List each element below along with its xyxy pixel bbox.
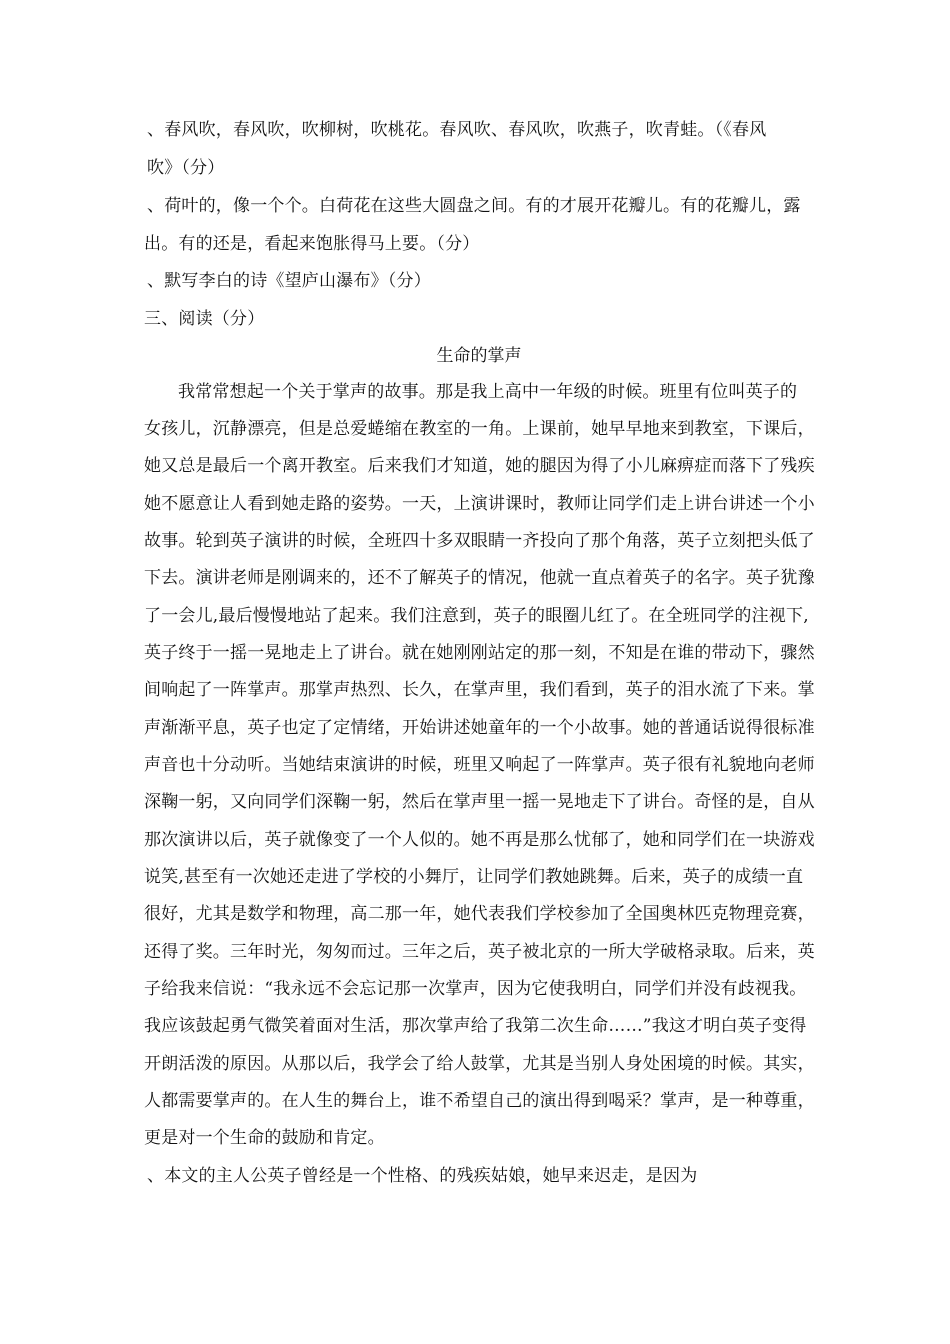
passage-line: 女孩儿，沉静漂亮，但是总爱蜷缩在教室的一角。上课前，她早早地来到教室，下课后， (144, 419, 815, 439)
passage-line: 我应该鼓起勇气微笑着面对生活，那次掌声给了我第二次生命……”我这才明白英子变得 (144, 1016, 807, 1036)
section-heading: 三、阅读（分） (144, 309, 265, 329)
passage-line: 间响起了一阵掌声。那掌声热烈、长久，在掌声里，我们看到，英子的泪水流了下来。掌 (144, 680, 815, 700)
passage-line: 她又总是最后一个离开教室。后来我们才知道，她的腿因为得了小儿麻痹症而落下了残疾 (144, 456, 815, 476)
passage-line: 人都需要掌声的。在人生的舞台上，谁不希望自己的演出得到喝采？掌声，是一种尊重， (144, 1091, 815, 1111)
question-line: 出。有的还是，看起来饱胀得马上要。（分） (144, 234, 480, 254)
passage-line: 更是对一个生命的鼓励和肯定。 (144, 1128, 385, 1148)
passage-line: 声渐渐平息，英子也定了定情绪，开始讲述她童年的一个小故事。她的普通话说得很标准 (144, 718, 815, 738)
question-line: 、默写李白的诗《望庐山瀑布》（分） (147, 271, 431, 291)
question-line: 、春风吹，春风吹，吹柳树，吹桃花。春风吹、春风吹，吹燕子，吹青蛙。（《春风 (147, 120, 767, 140)
question-line: 、本文的主人公英子曾经是一个性格、的残疾姑娘，她早来迟走，是因为 (147, 1166, 698, 1186)
passage-line: 故事。轮到英子演讲的时候，全班四十多双眼睛一齐投向了那个角落，英子立刻把头低了 (144, 531, 815, 551)
passage-line: 下去。演讲老师是刚调来的，还不了解英子的情况，他就一直点着英子的名字。英子犹豫 (144, 568, 815, 588)
passage-title: 生命的掌声 (436, 346, 522, 366)
passage-line: 我常常想起一个关于掌声的故事。那是我上高中一年级的时候。班里有位叫英子的 (178, 382, 798, 402)
passage-line: 还得了奖。三年时光，匆匆而过。三年之后，英子被北京的一所大学破格录取。后来，英 (144, 942, 815, 962)
question-line: 吹》（分） (147, 158, 225, 178)
passage-line: 声音也十分动听。当她结束演讲的时候，班里又响起了一阵掌声。英子很有礼貌地向老师 (144, 755, 815, 775)
passage-line: 那次演讲以后，英子就像变了一个人似的。她不再是那么忧郁了，她和同学们在一块游戏 (144, 830, 815, 850)
passage-line: 子给我来信说：“我永远不会忘记那一次掌声，因为它使我明白，同学们并没有歧视我。 (144, 979, 807, 999)
passage-line: 她不愿意让人看到她走路的姿势。一天，上演讲课时，教师让同学们走上讲台讲述一个小 (144, 494, 815, 514)
question-line: 、荷叶的，像一个个。白荷花在这些大圆盘之间。有的才展开花瓣儿。有的花瓣儿，露 (147, 196, 801, 216)
passage-line: 说笑,甚至有一次她还走进了学校的小舞厅，让同学们教她跳舞。后来，英子的成绩一直 (144, 867, 804, 887)
passage-line: 深鞠一躬，又向同学们深鞠一躬，然后在掌声里一摇一晃地走下了讲台。奇怪的是，自从 (144, 792, 815, 812)
passage-line: 开朗活泼的原因。从那以后，我学会了给人鼓掌，尤其是当别人身处困境的时候。其实， (144, 1054, 815, 1074)
passage-line: 了一会儿,最后慢慢地站了起来。我们注意到，英子的眼圈儿红了。在全班同学的注视下, (144, 606, 809, 626)
passage-line: 很好，尤其是数学和物理，高二那一年，她代表我们学校参加了全国奥林匹克物理竞赛， (144, 904, 815, 924)
passage-line: 英子终于一摇一晃地走上了讲台。就在她刚刚站定的那一刻，不知是在谁的带动下，骤然 (144, 643, 815, 663)
